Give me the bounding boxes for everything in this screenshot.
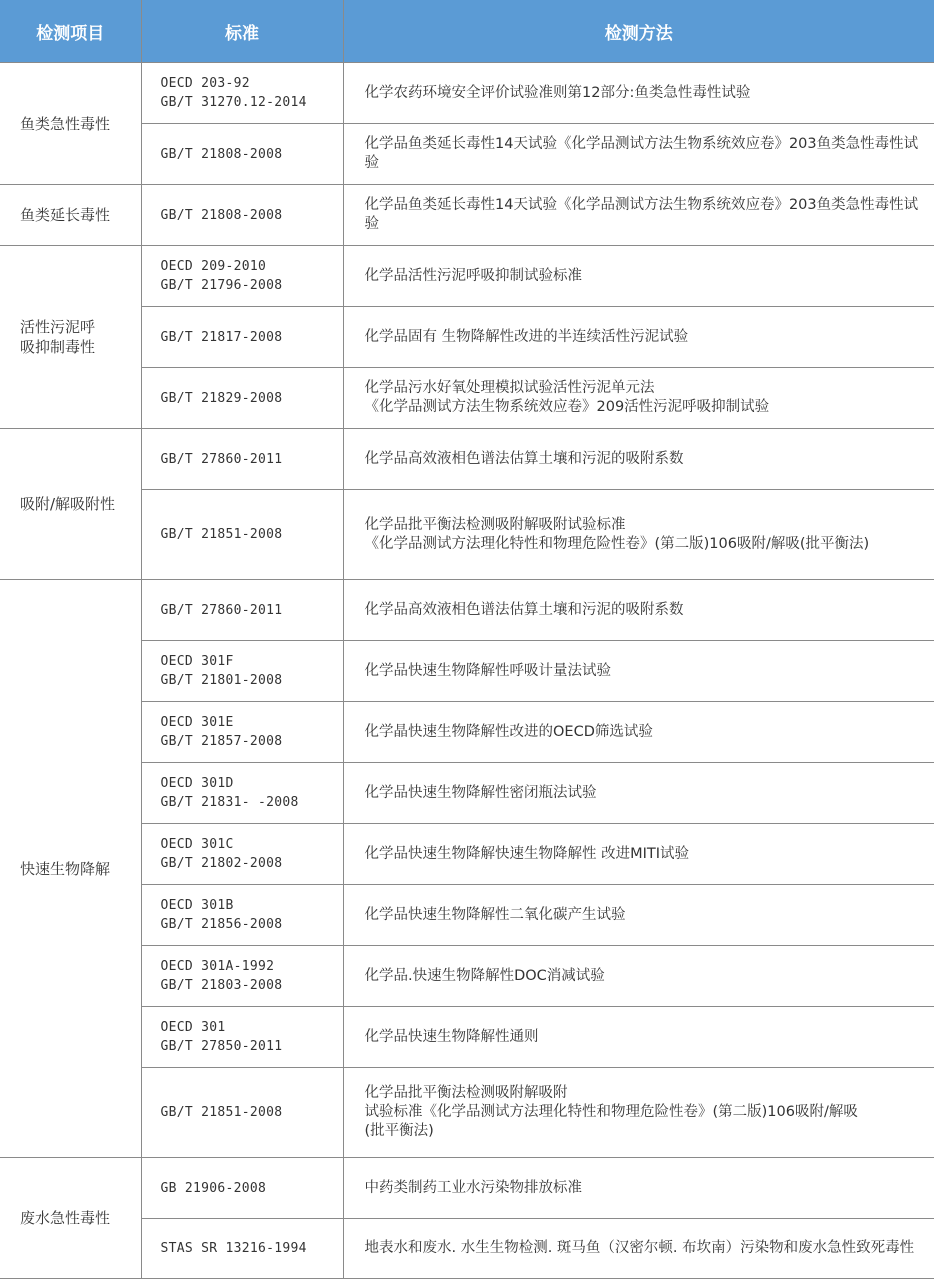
test-item-cell: 废水急性毒性 (0, 1158, 141, 1279)
table-row (0, 490, 934, 580)
method-cell: 化学品快速生物降解快速生物降解性 改进MITI试验 (343, 824, 934, 885)
method-cell: 化学品快速生物降解性二氧化碳产生试验 (343, 885, 934, 946)
standard-cell: STAS SR 13216-1994 (141, 1219, 343, 1279)
standard-cell: OECD 301 GB/T 27850-2011 (141, 1007, 343, 1068)
table-row (0, 885, 934, 946)
standard-cell: OECD 209-2010 GB/T 21796-2008 (141, 246, 343, 307)
table-row (0, 368, 934, 429)
standard-cell: OECD 301B GB/T 21856-2008 (141, 885, 343, 946)
standard-cell: OECD 301A-1992 GB/T 21803-2008 (141, 946, 343, 1007)
standard-cell: GB/T 21851-2008 (141, 490, 343, 580)
method-cell: 化学晶快速生物降解性改进的OECD筛选试验 (343, 702, 934, 763)
table-row (0, 1068, 934, 1158)
table-row (0, 702, 934, 763)
method-cell: 化学品固有 生物降解性改进的半连续活性污泥试验 (343, 307, 934, 368)
table-row (0, 307, 934, 368)
method-cell: 中药类制药工业水污染物排放标准 (343, 1158, 934, 1219)
standard-cell: GB/T 21808-2008 (141, 124, 343, 185)
method-cell: 化学品高效液相色谱法估算土壤和污泥的吸附系数 (343, 580, 934, 641)
method-cell: 化学品.快速生物降解性DOC消减试验 (343, 946, 934, 1007)
header-standard: 标准 (141, 0, 343, 63)
test-item-cell: 吸附/解吸附性 (0, 429, 141, 580)
header-test-item: 检测项目 (0, 0, 141, 63)
test-item-cell: 活性污泥呼 吸抑制毒性 (0, 246, 141, 429)
method-cell: 化学品污水好氧处理模拟试验活性污泥单元法 《化学品测试方法生物系统效应卷》209活性污泥呼吸抑制试验 (343, 368, 934, 429)
test-item-cell: 快速生物降解 (0, 580, 141, 1158)
table-row (0, 641, 934, 702)
standard-cell: OECD 301F GB/T 21801-2008 (141, 641, 343, 702)
table-row (0, 185, 934, 246)
header-test-method: 检测方法 (343, 0, 934, 63)
standard-cell: GB/T 21851-2008 (141, 1068, 343, 1158)
standard-cell: GB 21906-2008 (141, 1158, 343, 1219)
method-cell: 化学品高效液相色谱法估算土壤和污泥的吸附系数 (343, 429, 934, 490)
table-header-row (0, 0, 934, 63)
method-cell: 化学品鱼类延长毒性14天试验《化学品测试方法生物系统效应卷》203鱼类急性毒性试验 (343, 185, 934, 246)
test-item-cell: 鱼类延长毒性 (0, 185, 141, 246)
table-row (0, 580, 934, 641)
standard-cell: OECD 203-92 GB/T 31270.12-2014 (141, 63, 343, 124)
method-cell: 化学农药环境安全评价试验准则第12部分:鱼类急性毒性试验 (343, 63, 934, 124)
standard-cell: OECD 301D GB/T 21831- -2008 (141, 763, 343, 824)
method-cell: 化学品鱼类延长毒性14天试验《化学品测试方法生物系统效应卷》203鱼类急性毒性试验 (343, 124, 934, 185)
method-cell: 化学品批平衡法检测吸附解吸附 试验标准《化学品测试方法理化特性和物理危险性卷》(第二版)106吸附/解吸 (批平衡法) (343, 1068, 934, 1158)
method-cell: 地表水和废水. 水生生物检测. 斑马鱼（汉密尔顿. 布坎南）污染物和废水急性致死毒性 (343, 1219, 934, 1279)
standard-cell: OECD 301C GB/T 21802-2008 (141, 824, 343, 885)
test-item-cell: 鱼类急性毒性 (0, 63, 141, 185)
standard-cell: GB/T 21808-2008 (141, 185, 343, 246)
table-row (0, 1007, 934, 1068)
method-cell: 化学品快速生物降解性呼吸计量法试验 (343, 641, 934, 702)
table-row (0, 824, 934, 885)
standard-cell: OECD 301E GB/T 21857-2008 (141, 702, 343, 763)
standard-cell: GB/T 27860-2011 (141, 580, 343, 641)
table-row (0, 124, 934, 185)
method-cell: 化学品批平衡法检测吸附解吸附试验标准 《化学品测试方法理化特性和物理危险性卷》(第二版)106吸附/解吸(批平衡法) (343, 490, 934, 580)
method-cell: 化学品活性污泥呼吸抑制试验标准 (343, 246, 934, 307)
table-row (0, 763, 934, 824)
method-cell: 化学品快速生物降解性密闭瓶法试验 (343, 763, 934, 824)
method-cell: 化学品快速生物降解性通则 (343, 1007, 934, 1068)
table-row (0, 63, 934, 124)
standard-cell: GB/T 21817-2008 (141, 307, 343, 368)
standard-cell: GB/T 27860-2011 (141, 429, 343, 490)
standard-cell: GB/T 21829-2008 (141, 368, 343, 429)
table-row (0, 1158, 934, 1219)
table-row (0, 1219, 934, 1279)
table-row (0, 946, 934, 1007)
table-row (0, 429, 934, 490)
table-row (0, 246, 934, 307)
